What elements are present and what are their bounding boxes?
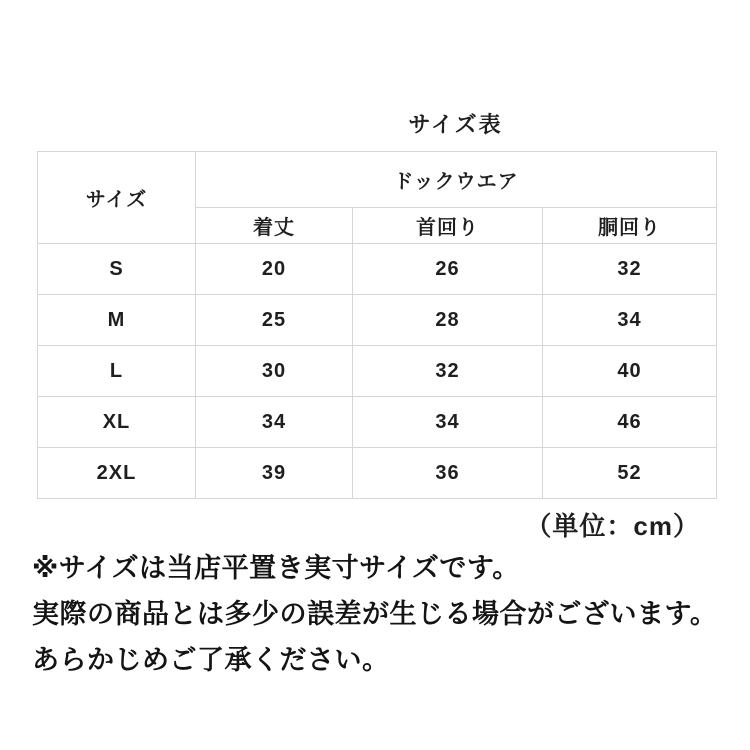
size-table <box>37 151 717 499</box>
table-row-xl <box>38 397 717 448</box>
value-cell: 30 <box>196 346 353 397</box>
value-cell: 25 <box>196 295 353 346</box>
note-line: あらかじめご了承ください。 <box>32 645 390 675</box>
table-row-2xl <box>38 448 717 499</box>
table-row-m <box>38 295 717 346</box>
table-row-s <box>38 244 717 295</box>
value-cell: 34 <box>196 397 353 448</box>
value-cell: 20 <box>196 244 353 295</box>
value-cell: 34 <box>543 295 717 346</box>
column-header-neck: 首回り <box>353 208 543 244</box>
disclaimer-notes <box>32 545 732 683</box>
value-cell: 46 <box>543 397 717 448</box>
page-title: サイズ表 <box>408 112 503 137</box>
size-cell: S <box>38 244 196 295</box>
value-cell: 34 <box>353 397 543 448</box>
value-cell: 40 <box>543 346 717 397</box>
group-header-dogwear: ドックウエア <box>196 152 717 208</box>
table-header-row <box>38 152 717 208</box>
size-cell: M <box>38 295 196 346</box>
column-header-length: 着丈 <box>196 208 353 244</box>
value-cell: 52 <box>543 448 717 499</box>
size-cell: 2XL <box>38 448 196 499</box>
value-cell: 36 <box>353 448 543 499</box>
value-cell: 26 <box>353 244 543 295</box>
value-cell: 32 <box>543 244 717 295</box>
size-cell: L <box>38 346 196 397</box>
value-cell: 39 <box>196 448 353 499</box>
column-header-girth: 胴回り <box>543 208 717 244</box>
value-cell: 32 <box>353 346 543 397</box>
size-cell: XL <box>38 397 196 448</box>
note-line: 実際の商品とは多少の誤差が生じる場合がございます。 <box>32 599 718 629</box>
unit-note: （単位：cm） <box>525 511 700 541</box>
table-row-l <box>38 346 717 397</box>
size-column-header: サイズ <box>38 152 196 244</box>
note-line: ※サイズは当店平置き実寸サイズです。 <box>32 553 520 583</box>
value-cell: 28 <box>353 295 543 346</box>
